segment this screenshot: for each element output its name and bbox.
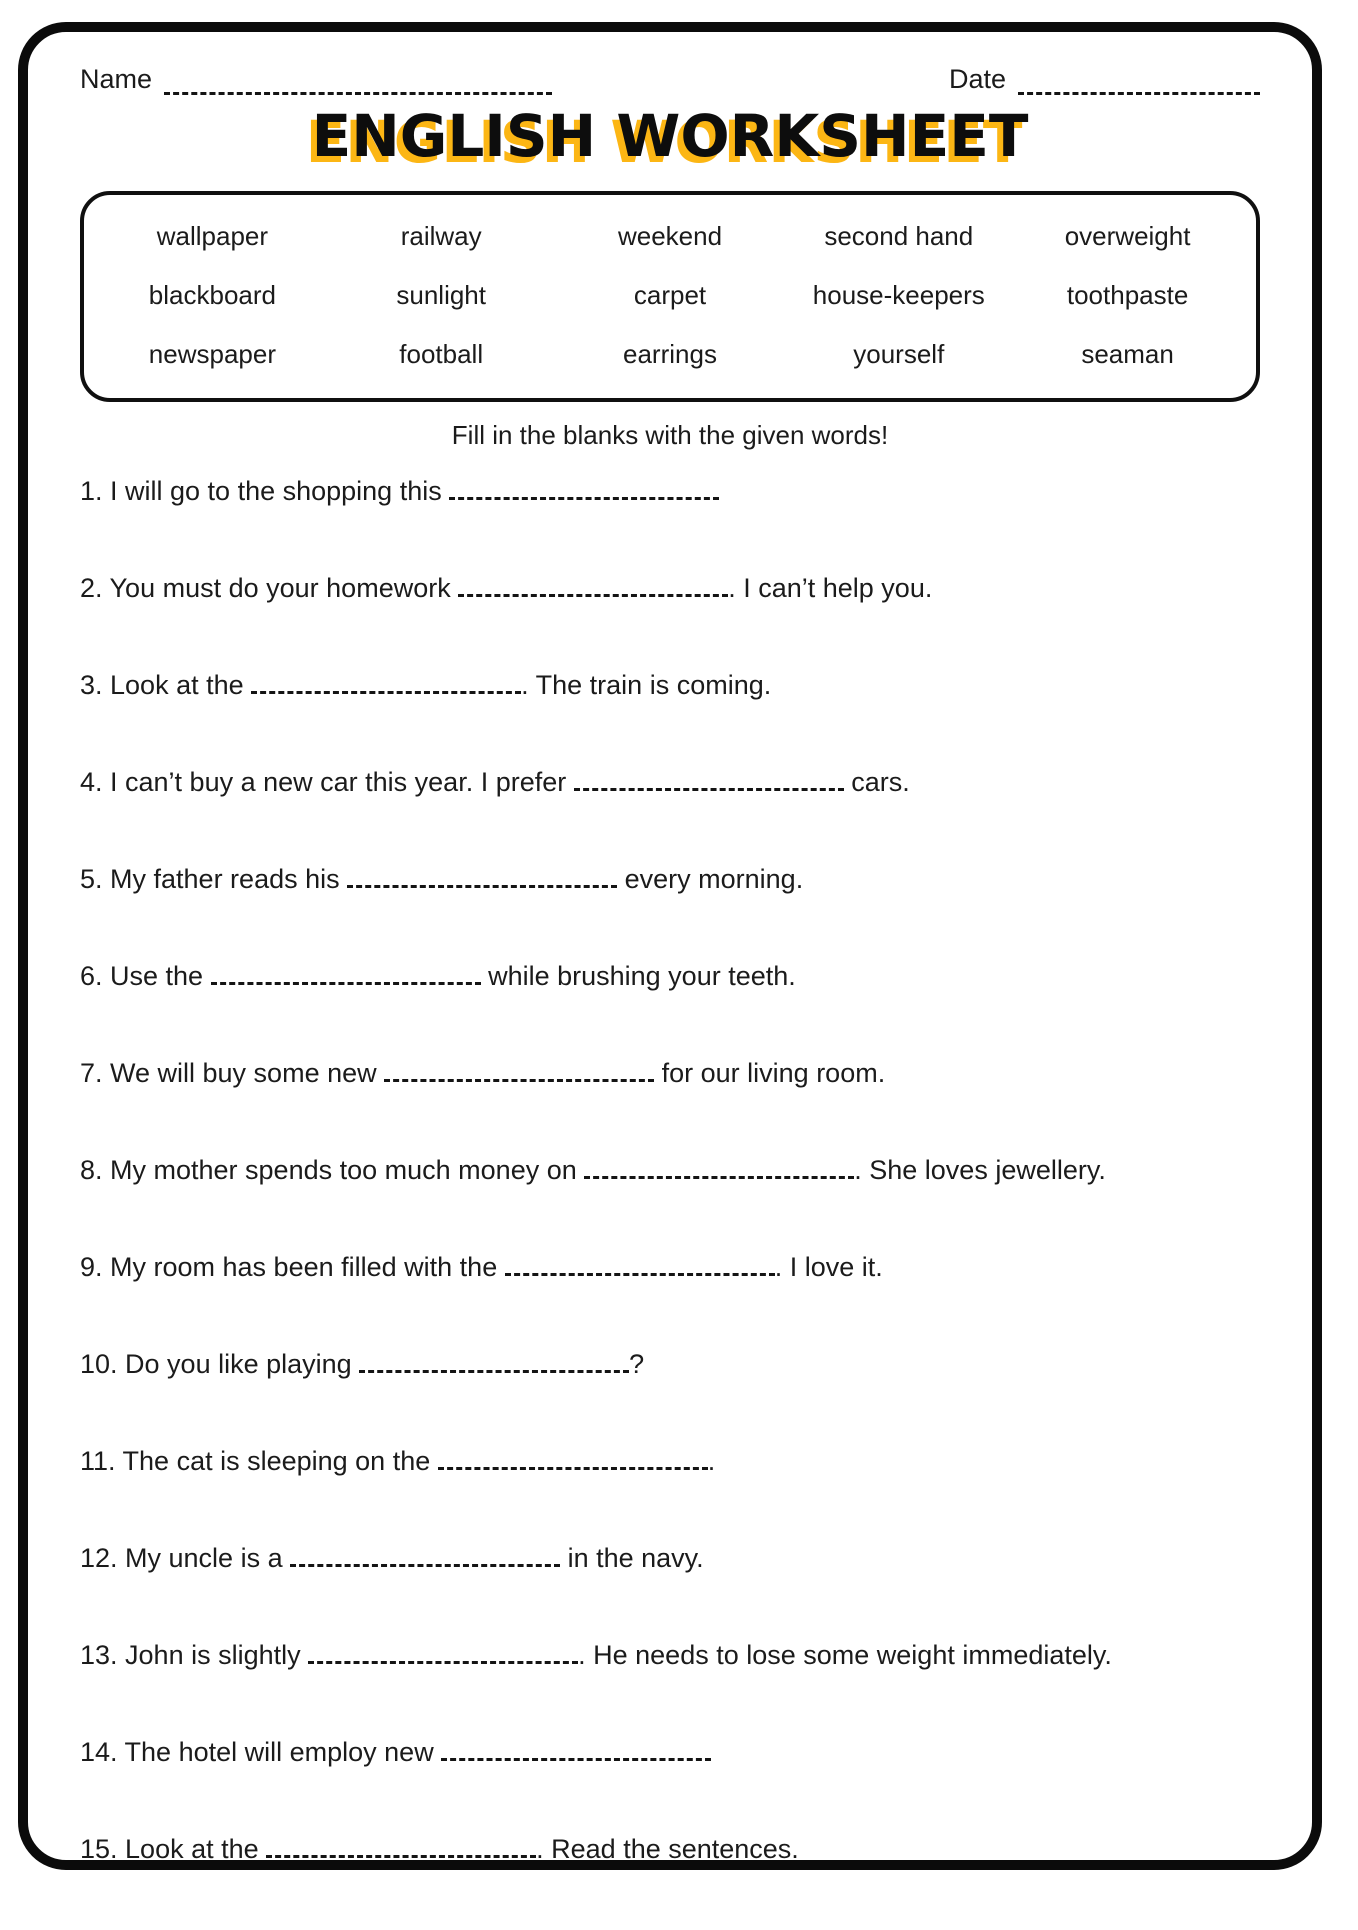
sentence-text-before: 2. You must do your homework bbox=[80, 573, 459, 603]
sentence-item bbox=[80, 1057, 1260, 1154]
sentence-text-after: in the navy. bbox=[560, 1543, 704, 1573]
sentence-item bbox=[80, 1251, 1260, 1348]
sentence-text-before: 12. My uncle is a bbox=[80, 1543, 291, 1573]
blank-line[interactable] bbox=[584, 1154, 854, 1179]
blank-line[interactable] bbox=[438, 1445, 708, 1470]
sentence-item bbox=[80, 572, 1260, 669]
instruction-text: Fill in the blanks with the given words! bbox=[451, 420, 889, 450]
sentence-text-before: 5. My father reads his bbox=[80, 864, 348, 894]
blank-line[interactable] bbox=[347, 863, 617, 888]
sentence-text-before: 11. The cat is sleeping on the bbox=[80, 1446, 438, 1476]
sentence-text-after: . Read the sentences. bbox=[536, 1834, 799, 1864]
word-bank-item: earrings bbox=[623, 339, 717, 369]
blank-line[interactable] bbox=[574, 766, 844, 791]
blank-line[interactable] bbox=[359, 1348, 629, 1373]
name-line[interactable] bbox=[164, 69, 552, 95]
blank-line[interactable] bbox=[505, 1251, 775, 1276]
word-bank-item: blackboard bbox=[148, 280, 276, 310]
sentence-text-before: 1. I will go to the shopping this bbox=[80, 476, 450, 506]
sentence-text-after: . I can’t help you. bbox=[728, 573, 933, 603]
sentence-text-after: for our living room. bbox=[654, 1058, 886, 1088]
sentence-text-before: 13. John is slightly bbox=[80, 1640, 309, 1670]
sentence-text-before: 3. Look at the bbox=[80, 670, 252, 700]
sentence-item bbox=[80, 1736, 1260, 1833]
sentence-text-after: cars. bbox=[843, 767, 910, 797]
sentence-text-after: . bbox=[707, 1446, 716, 1476]
date-label: Date bbox=[948, 64, 1006, 94]
blank-line[interactable] bbox=[290, 1542, 560, 1567]
sentence-text-after: ? bbox=[629, 1349, 645, 1379]
sentence-item bbox=[80, 1445, 1260, 1542]
sentence-text-after: . He needs to lose some weight immediately. bbox=[578, 1640, 1112, 1670]
sentence-text-after: . She loves jewellery. bbox=[854, 1155, 1106, 1185]
word-bank-item: house-keepers bbox=[812, 280, 985, 310]
header-row bbox=[80, 64, 1260, 95]
sentence-item bbox=[80, 960, 1260, 1057]
word-bank-item: newspaper bbox=[148, 339, 276, 369]
sentence-text-before: 10. Do you like playing bbox=[80, 1349, 360, 1379]
sentence-list bbox=[80, 475, 1260, 1930]
word-bank-item: sunlight bbox=[396, 280, 486, 310]
sentence-item bbox=[80, 475, 1260, 572]
sentence-text-after: while brushing your teeth. bbox=[480, 961, 796, 991]
sentence-item bbox=[80, 863, 1260, 960]
blank-line[interactable] bbox=[266, 1833, 536, 1858]
sentence-text-after: every morning. bbox=[617, 864, 804, 894]
sentence-text-after: . I love it. bbox=[774, 1252, 883, 1282]
blank-line[interactable] bbox=[308, 1639, 578, 1664]
blank-line[interactable] bbox=[211, 960, 481, 985]
sentence-text-before: 4. I can’t buy a new car this year. I prefer bbox=[80, 767, 574, 797]
word-bank-item: football bbox=[399, 339, 484, 369]
blank-line[interactable] bbox=[441, 1736, 711, 1761]
worksheet-page bbox=[18, 22, 1322, 1870]
word-bank-item: weekend bbox=[617, 221, 723, 251]
word-bank bbox=[80, 191, 1260, 402]
date-line[interactable] bbox=[1018, 69, 1260, 95]
sentence-item bbox=[80, 1154, 1260, 1251]
sentence-item bbox=[80, 669, 1260, 766]
blank-line[interactable] bbox=[251, 669, 521, 694]
name-label: Name bbox=[80, 64, 153, 94]
word-bank-item: overweight bbox=[1064, 221, 1191, 251]
word-bank-item: railway bbox=[400, 221, 482, 251]
sentence-text-before: 14. The hotel will employ new bbox=[80, 1737, 442, 1767]
sentence-item bbox=[80, 1542, 1260, 1639]
sentence-item bbox=[80, 1348, 1260, 1445]
word-bank-item: wallpaper bbox=[156, 221, 269, 251]
name-field-group bbox=[80, 64, 552, 95]
blank-line[interactable] bbox=[458, 572, 728, 597]
blank-line[interactable] bbox=[449, 475, 719, 500]
sentence-text-before: 9. My room has been filled with the bbox=[80, 1252, 505, 1282]
sentence-text-before: 6. Use the bbox=[80, 961, 211, 991]
word-bank-item: carpet bbox=[633, 280, 707, 310]
sentence-text-before: 7. We will buy some new bbox=[80, 1058, 385, 1088]
sentence-text-after: . The train is coming. bbox=[521, 670, 772, 700]
word-bank-item: second hand bbox=[824, 221, 974, 251]
date-field-group bbox=[949, 64, 1260, 95]
word-bank-item: toothpaste bbox=[1066, 280, 1189, 310]
word-bank-item: yourself bbox=[853, 339, 945, 369]
sentence-text-before: 8. My mother spends too much money on bbox=[80, 1155, 585, 1185]
page-title: ENGLISH WORKSHEET bbox=[311, 102, 1029, 170]
sentence-item bbox=[80, 766, 1260, 863]
sentence-text-before: 15. Look at the bbox=[80, 1834, 267, 1864]
word-bank-item: seaman bbox=[1081, 339, 1174, 369]
sentence-item bbox=[80, 1639, 1260, 1736]
blank-line[interactable] bbox=[384, 1057, 654, 1082]
sentence-item bbox=[80, 1833, 1260, 1930]
